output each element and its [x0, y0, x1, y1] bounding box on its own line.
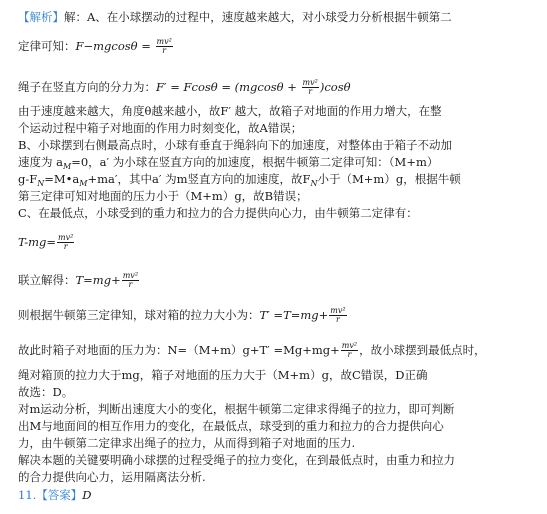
numerator: mv²	[341, 341, 358, 350]
fraction	[156, 38, 173, 56]
fraction	[341, 342, 358, 360]
analysis-line-6: B、小球摆到右侧最高点时，小球有垂直于绳斜向下的加速度，对整体由于箱子不动加	[18, 138, 452, 152]
equation: )cosθ	[319, 79, 351, 94]
answer-line	[18, 490, 92, 502]
line-text: 定律可知：	[18, 38, 76, 53]
fraction	[122, 272, 139, 290]
line-text: 小于（M+m）g，根据牛顿	[317, 172, 461, 186]
subscript: M	[63, 162, 72, 171]
analysis-line-16: 故选：D。	[18, 385, 74, 399]
equation: T′ =T=mg+	[259, 307, 329, 322]
numerator: mv²	[156, 37, 172, 46]
analysis-line-12	[18, 272, 140, 290]
line-text: =M•a	[44, 172, 80, 186]
line-text: =0，a′ 为小球在竖直方向的加速度，根据牛顿第二定律可知：（M+m）	[71, 155, 439, 169]
numerator: mv²	[122, 271, 139, 280]
denominator: r	[162, 46, 167, 56]
analysis-line-15: 绳对箱顶的拉力大于mg，箱子对地面的压力大于（M+m）g，故C错误，D正确	[18, 368, 428, 382]
analysis-line-14	[18, 342, 486, 360]
fraction	[57, 234, 74, 252]
answer-value: D	[82, 488, 92, 502]
line-text: 绳子在竖直方向的分力为：	[18, 79, 156, 94]
analysis-line-10: C、在最低点，小球受到的重力和拉力的合力提供向心力，由牛顿第二定律有：	[18, 206, 418, 220]
line-text: 则根据牛顿第三定律知，球对箱的拉力大小为：	[18, 307, 260, 322]
analysis-line-20: 解决本题的关键要明确小球摆的过程受绳子的拉力变化，在到最低点时，由重力和拉力	[18, 453, 455, 467]
equation: T-mg=	[18, 234, 56, 249]
numerator: mv²	[330, 306, 346, 315]
subscript: N	[310, 179, 318, 188]
equation: F−mgcosθ =	[75, 38, 151, 53]
line-text: 速度为 a	[18, 155, 64, 169]
equation: T=mg+	[75, 272, 121, 287]
line-text: 解：A、在小球摆动的过程中，速度越来越大，对小球受力分析根据牛顿第二	[64, 10, 452, 24]
answer-tag: 11.【答案】	[18, 488, 83, 502]
denominator: r	[336, 315, 340, 325]
analysis-line-5: 个运动过程中箱子对地面的作用力时刻变化，故A错误；	[18, 121, 303, 135]
analysis-line-3	[18, 79, 351, 97]
analysis-line-9: 第三定律可知对地面的压力小于（M+m）g，故B错误；	[18, 189, 308, 203]
analysis-line-21: 的合力提供向心力，运用隔离法分析.	[18, 470, 206, 484]
analysis-line-18: 出M与地面间的相互作用力的变化，在最低点，球受到的重力和拉力的合力提供向心	[18, 419, 444, 433]
analysis-line-17: 对m运动分析，判断出速度大小的变化，根据牛顿第二定律求得绳子的拉力，即可判断	[18, 402, 455, 416]
equation: F′ = Fcosθ = (mgcosθ +	[156, 79, 297, 94]
analysis-line-2	[18, 38, 174, 56]
analysis-line-4: 由于速度越来越大，角度θ越来越小，故F′ 越大，故箱子对地面的作用力增大，在整	[18, 104, 442, 118]
analysis-line-13	[18, 307, 348, 325]
denominator: r	[308, 87, 313, 97]
analysis-line-1	[18, 12, 452, 24]
analysis-tag: 【解析】	[18, 10, 64, 24]
analysis-line-7	[18, 157, 438, 171]
line-text: 联立解得：	[18, 272, 76, 287]
analysis-line-19: 力，由牛顿第二定律求出绳子的拉力，从而得到箱子对地面的压力.	[18, 436, 356, 450]
fraction	[329, 307, 346, 325]
line-text: g-F	[18, 172, 38, 186]
subscript: N	[37, 179, 45, 188]
denominator: r	[128, 280, 133, 290]
analysis-line-11	[18, 234, 75, 252]
denominator: r	[63, 242, 68, 252]
line-text: +ma′，其中a′ 为m竖直方向的加速度，故F	[87, 172, 311, 186]
analysis-line-8	[18, 174, 461, 188]
fraction	[302, 79, 319, 97]
numerator: mv²	[302, 78, 318, 87]
line-text: ，故小球摆到最低点时，	[359, 342, 486, 357]
subscript: M	[79, 179, 88, 188]
numerator: mv²	[57, 233, 74, 242]
line-text: 故此时箱子对地面的压力为：N=（M+m）g+T′ =Mg+mg+	[18, 342, 340, 357]
denominator: r	[347, 350, 352, 360]
